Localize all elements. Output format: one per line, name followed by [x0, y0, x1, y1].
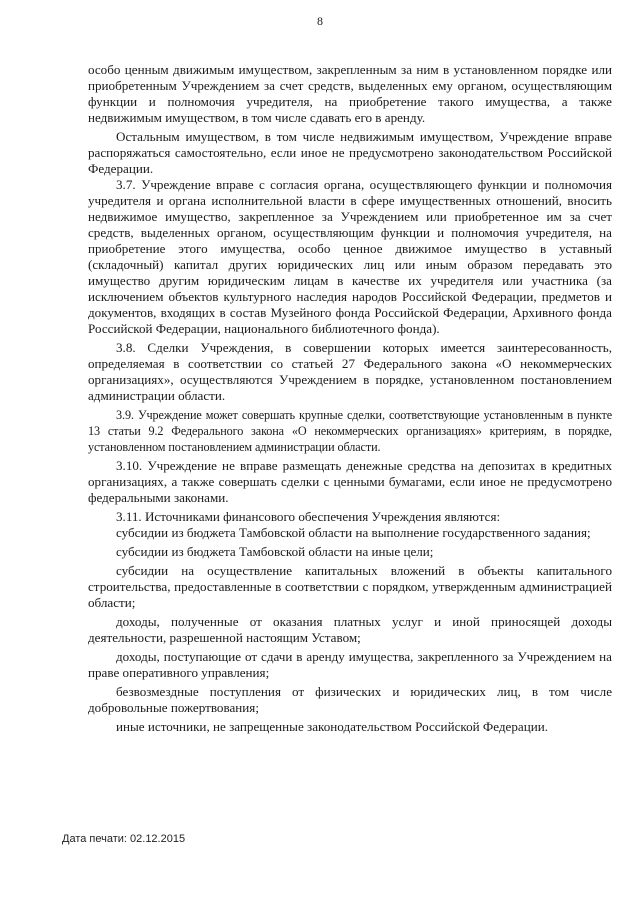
paragraph-3-9: 3.9. Учреждение может совершать крупные сделки, соответствующие установленным в пункте 13 статьи 9.2 Федерального закона «О некоммерческих организациях» критериям, в порядке, установленном постановлением администрации области.	[88, 408, 612, 454]
paragraph-3-7: 3.7. Учреждение вправе с согласия органа, осуществляющего функции и полномочия учредителя и органа исполнительной власти в сфере имущественных отношений, вносить недвижимое имущество, закрепленное за Учреждением или приобретенное им за счет средств, выделенных органом, осуществляющим функции и полномочия учредителя, на приобретение этого имущества, особо ценное движимое имущество в уставный (складочный) капитал других юридических лиц или иным образом передавать это имущество другим юридическим лицам в качестве их учредителя или участника (за исключением объектов культурного наследия народов Российской Федерации, предметов и документов, входящих в состав Музейного фонда Российской Федерации, Архивного фонда Российской Федерации, национального библиотечного фонда).	[88, 177, 612, 336]
paragraph-2: Остальным имуществом, в том числе недвижимым имуществом, Учреждение вправе распоряжаться самостоятельно, если иное не предусмотрено законодательством Российской Федерации.	[88, 129, 612, 176]
list-item: субсидии из бюджета Тамбовской области на иные цели;	[116, 544, 434, 559]
print-date: Дата печати: 02.12.2015	[62, 833, 186, 845]
paragraph-3-11: 3.11. Источниками финансового обеспечения Учреждения являются:	[116, 509, 501, 524]
list-item: субсидии из бюджета Тамбовской области на выполнение государственного задания;	[116, 525, 591, 540]
paragraph-1: особо ценным движимым имуществом, закрепленным за ним в установленном порядке или приобретенным Учреждением за счет средств, выделенных ему органом, осуществляющим функции и полномочия учредителя, на приобретение такого имущества, а также недвижимым имуществом, в том числе сдавать его в аренду.	[88, 62, 612, 125]
paragraph-3-10: 3.10. Учреждение не вправе размещать денежные средства на депозитах в кредитных организациях, а также совершать сделки с ценными бумагами, если иное не предусмотрено федеральными законами.	[88, 458, 612, 505]
list-item: субсидии на осуществление капитальных вложений в объекты капитального строительства, предоставленные в соответствии с порядком, утвержденным администрацией области;	[88, 563, 612, 610]
list-item: доходы, полученные от оказания платных услуг и иной приносящей доходы деятельности, разрешенной настоящим Уставом;	[88, 614, 612, 645]
document-body	[88, 62, 612, 735]
list-item: безвозмездные поступления от физических и юридических лиц, в том числе добровольные пожертвования;	[88, 684, 612, 715]
page-number: 8	[317, 14, 323, 28]
paragraph-3-8: 3.8. Сделки Учреждения, в совершении которых имеется заинтересованность, определяемая в соответствии со статьей 27 Федерального закона «О некоммерческих организациях», осуществляются Учреждением в порядке, установленном постановлением администрации области.	[88, 340, 612, 403]
list-item: доходы, поступающие от сдачи в аренду имущества, закрепленного за Учреждением на праве оперативного управления;	[88, 649, 612, 680]
list-item: иные источники, не запрещенные законодательством Российской Федерации.	[116, 719, 549, 734]
